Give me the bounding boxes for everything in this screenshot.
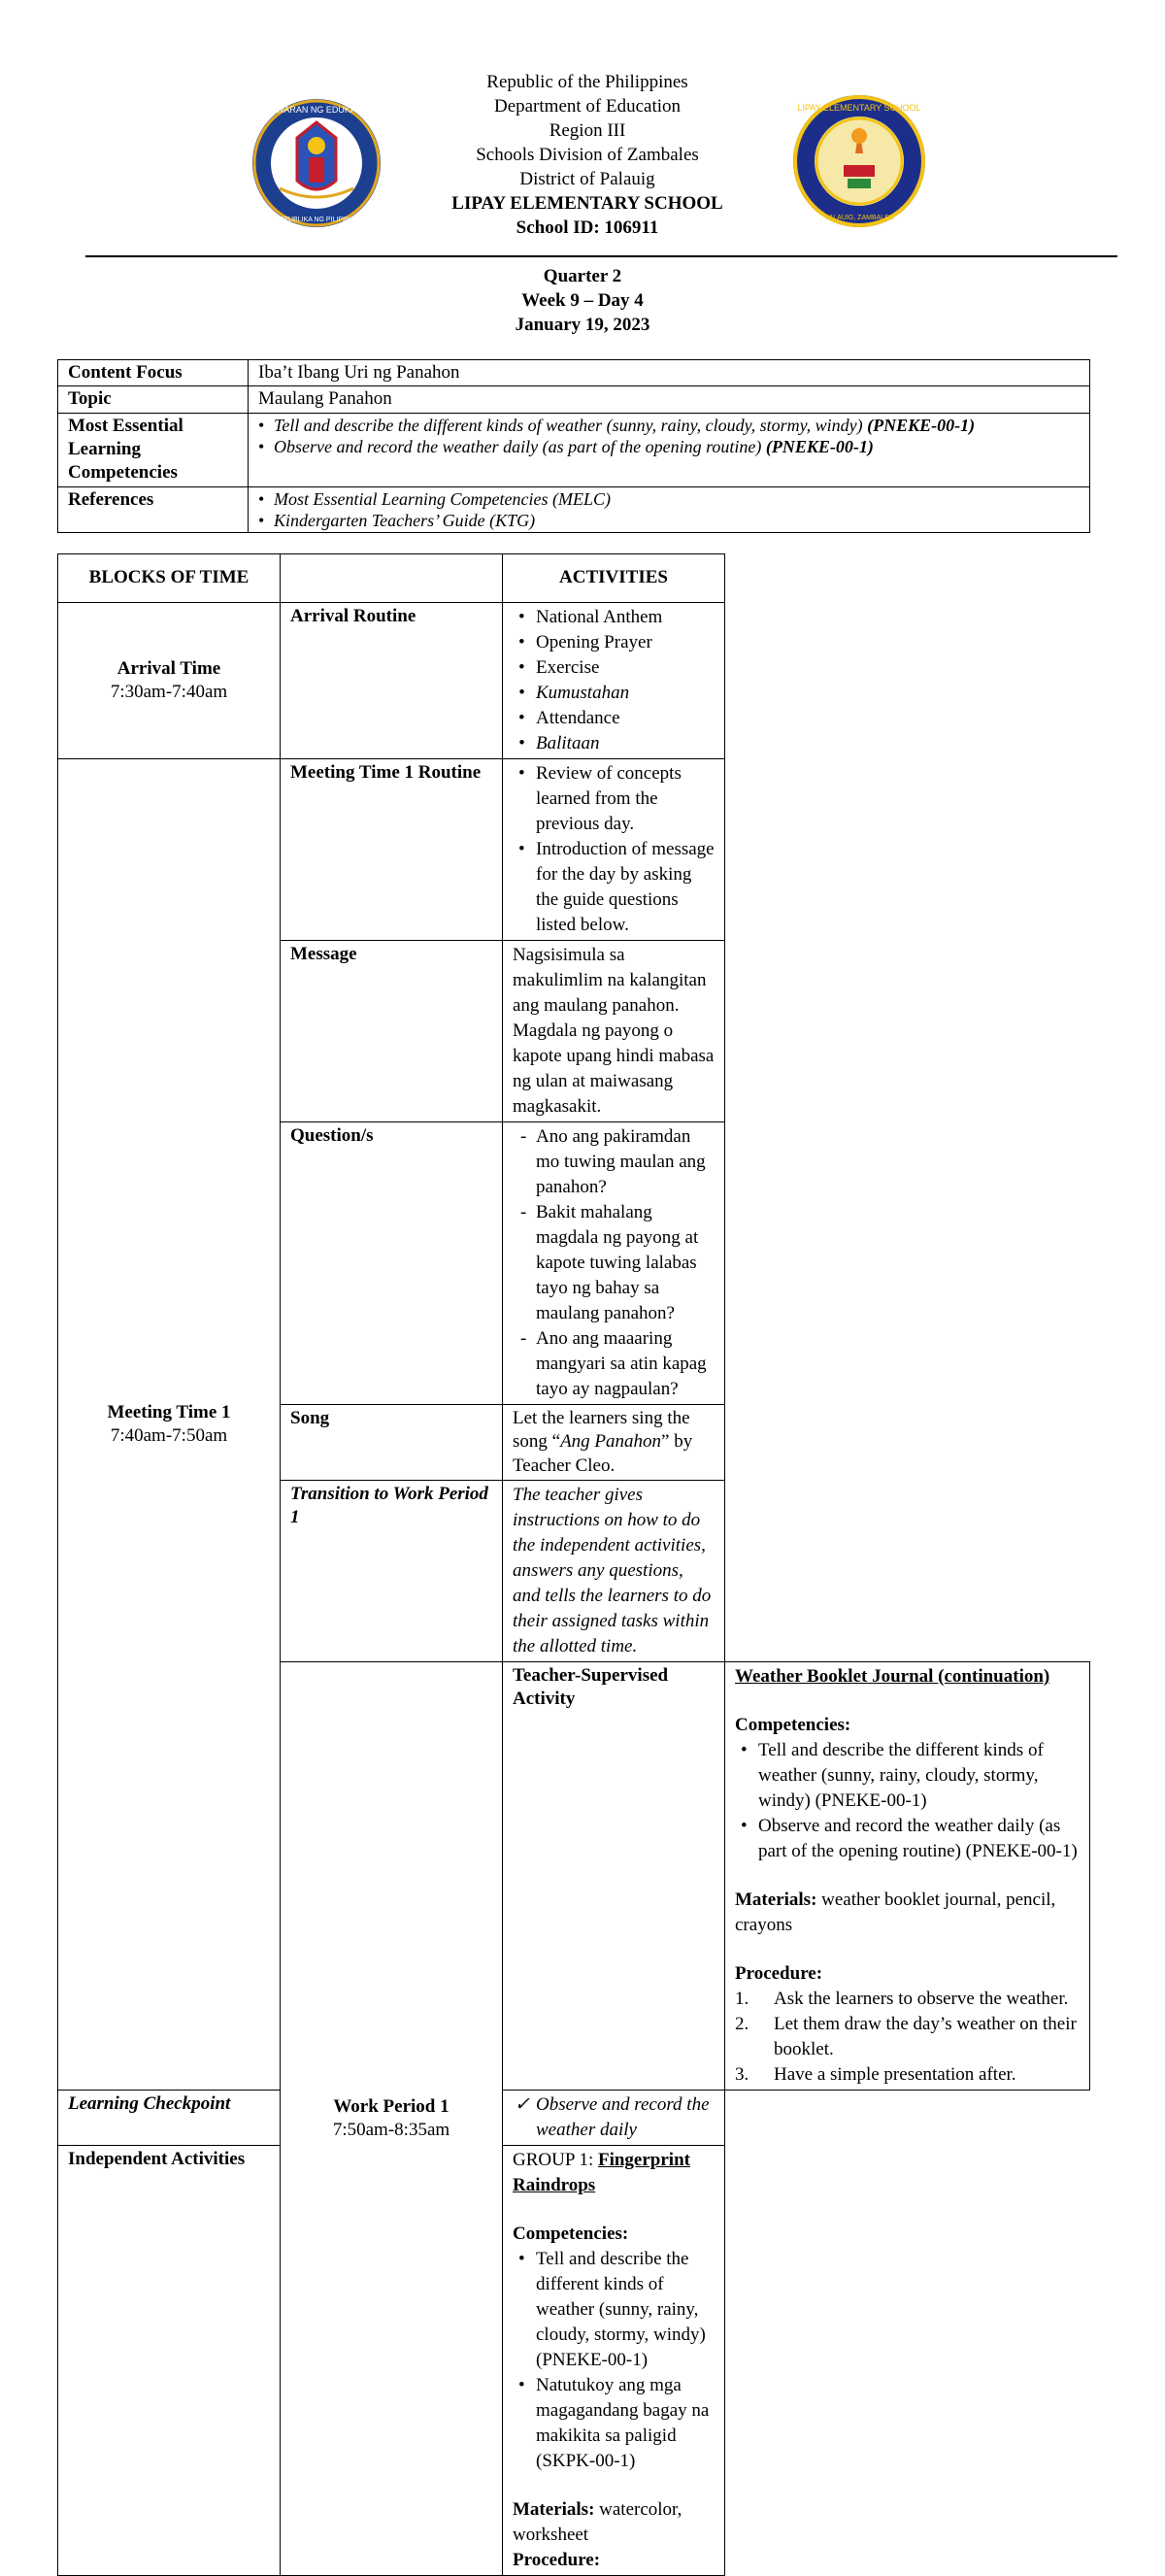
melc-row [58,413,1090,486]
deped-seal-icon [250,97,383,229]
questions-list [503,1122,725,1405]
reference-item [258,510,1080,531]
procedure-label: Procedure: [513,2549,601,2570]
melc-item [258,436,1080,457]
references-label: References [58,486,249,532]
list-item: • Attendance [513,706,715,731]
competencies-label: Competencies: [513,2223,629,2244]
melc-value [249,413,1090,486]
division-line: Schools Division of Zambales [476,145,699,165]
school-id: School ID: 106911 [516,217,659,238]
reference-text: Most Essential Learning Competencies (MELC) [274,488,611,509]
song-title: Ang Panahon [560,1431,662,1453]
song-pre: Let the learners sing the song “ [513,1408,690,1453]
right-seal-text: LIPAY ELEMENTARY SCHOOL [797,103,921,113]
spacer [735,1689,1080,1713]
list-item: • Kumustahan [513,681,715,706]
spacer [735,1864,1080,1888]
blank-header [281,554,503,603]
song-text [503,1405,725,1481]
quarter-label: Quarter 2 [543,266,622,286]
work-time: 7:50am-8:35am [332,2119,450,2140]
message-label: Message [281,941,503,1122]
schedule-table [57,553,1090,2576]
right-seal-bottom: PALAUIG, ZAMBALES [824,215,894,221]
lesson-info-table [57,359,1090,533]
transition-text: The teacher gives instructions on how to do the independent activities, answers any questions, and tells the learners to do their assigned tasks within the allotted time. [503,1480,725,1661]
arrival-row [58,603,1090,759]
list-item: • Exercise [513,655,715,681]
left-seal-text: KAGAWARAN NG EDUKASYON [251,105,382,115]
arrival-routine-label: Arrival Routine [281,603,503,759]
procedure-step: Have a simple presentation after. [774,2063,1016,2085]
procedure-label: Procedure: [735,1962,823,1984]
meeting-routine-list [503,759,725,941]
meeting-routine-row [58,759,1090,941]
spacer [735,1938,1080,1961]
letterhead-text [388,70,786,240]
checkpoint-label: Learning Checkpoint [58,2090,281,2145]
independent-content [503,2145,725,2575]
department-line: Department of Education [493,96,682,117]
arrival-name: Arrival Time [116,657,221,679]
melc-label: Most Essential Learning Competencies [58,413,249,486]
melc-item [258,415,1080,436]
materials-text: watercolor, worksheet [513,2498,682,2545]
group1-title: Fingerprint Raindrops [513,2149,690,2195]
list-item: • Observe and record the weather daily (as part of the opening routine) (PNEKE-00-1) [735,1814,1080,1864]
topic-row [58,386,1090,413]
group1-prefix: GROUP 1: [513,2149,594,2170]
list-item: - Bakit mahalang magdala ng payong at kapote tuwing lalabas tayo ng bahay sa maulang panahon? [513,1200,715,1326]
list-item: • Tell and describe the different kinds of weather (sunny, rainy, cloudy, stormy, windy) (PNEKE-00-1) [513,2247,715,2373]
arrival-time: 7:30am-7:40am [110,682,228,702]
topic-label: Topic [58,386,249,413]
content-focus-value: Iba’t Ibang Uri ng Panahon [249,360,1090,386]
list-item: 1. Ask the learners to observe the weather. [735,1988,1069,2009]
melc-item-text: Observe and record the weather daily (as part of the opening routine) [274,436,762,456]
list-item: • Opening Prayer [513,630,715,655]
group1-materials [513,2497,715,2548]
checkpoint-content [503,2090,725,2145]
work-block [281,1661,503,2575]
list-item: • Introduction of message for the day by asking the guide questions listed below. [513,837,715,938]
list-item: 2. Let them draw the day’s weather on their booklet. [735,2013,1077,2059]
school-name: LIPAY ELEMENTARY SCHOOL [451,193,723,214]
reference-item [258,488,1080,510]
tsa-title: Weather Booklet Journal (continuation) [735,1665,1050,1687]
list-item: - Ano ang maaaring mangyari sa atin kapag tayo ay nagpaulan? [513,1326,715,1402]
week-day-label: Week 9 – Day 4 [521,290,644,311]
meeting-routine-label: Meeting Time 1 Routine [281,759,503,941]
procedure-step: Let them draw the day’s weather on their booklet. [774,2013,1077,2059]
list-item: • Review of concepts learned from the previous day. [513,761,715,837]
activities-header: ACTIVITIES [503,554,725,603]
district-line: District of Palauig [519,169,655,189]
meeting-block [58,759,281,2091]
republic-line: Republic of the Philippines [486,72,688,92]
left-seal-bottom: REPUBLIKA NG PILIPINAS [274,217,359,223]
list-item: • Natutukoy ang mga magagandang bagay na makikita sa paligid (SKPK-00-1) [513,2373,715,2474]
schedule-header-row [58,554,1090,603]
lesson-meta [0,264,1165,337]
list-item: • Tell and describe the different kinds of weather (sunny, rainy, cloudy, stormy, windy) (PNEKE-00-1) [735,1738,1080,1814]
blocks-of-time-header: BLOCKS OF TIME [58,554,281,603]
questions-label: Question/s [281,1122,503,1405]
procedure-step: Ask the learners to observe the weather. [774,1988,1069,2009]
tsa-content [725,1661,1090,2090]
transition-label: Transition to Work Period 1 [281,1480,503,1661]
song-label: Song [281,1405,503,1481]
header-divider [85,255,1117,257]
message-text: Nagsisimula sa makulimlim na kalangitan ang maulang panahon. Magdala ng payong o kapote upang hindi mabasa ng ulan at maiwasang magkasakit. [503,941,725,1122]
list-item: • Balitaan [513,731,715,756]
tsa-label: Teacher-Supervised Activity [503,1661,725,2090]
materials-label: Materials: [735,1889,817,1910]
content-focus-label: Content Focus [58,360,249,386]
references-value [249,486,1090,532]
topic-value: Maulang Panahon [249,386,1090,413]
materials-text: weather booklet journal, pencil, crayons [735,1889,1056,1935]
school-seal-icon [791,93,927,229]
spacer [513,2474,715,2497]
letterhead [0,70,1165,238]
independent-label: Independent Activities [58,2145,281,2575]
region-line: Region III [549,120,626,141]
reference-text: Kindergarten Teachers’ Guide (KTG) [274,510,536,530]
arrival-routine-list [503,603,725,759]
song-post: ” by Teacher Cleo. [513,1431,693,1476]
meeting-time: 7:40am-7:50am [110,1424,228,1446]
date-label: January 19, 2023 [515,315,650,335]
list-item: ✓ Observe and record the weather daily [513,2092,715,2143]
competencies-label: Competencies: [735,1714,851,1735]
spacer [513,2198,715,2222]
content-focus-row [58,360,1090,386]
work-name: Work Period 1 [333,2095,449,2117]
melc-item-text: Tell and describe the different kinds of weather (sunny, rainy, cloudy, stormy, windy) [274,415,863,435]
melc-item-code: (PNEKE-00-1) [867,415,976,435]
group1-heading [513,2148,715,2198]
tsa-materials [735,1888,1080,1938]
list-item: 3. Have a simple presentation after. [735,2063,1016,2085]
checkpoint-row [58,2090,1090,2145]
meeting-name: Meeting Time 1 [107,1401,231,1422]
list-item: - Ano ang pakiramdan mo tuwing maulan ang panahon? [513,1124,715,1200]
materials-label: Materials: [513,2498,595,2520]
independent-row [58,2145,1090,2575]
arrival-block [58,603,281,759]
list-item: • National Anthem [513,605,715,630]
melc-item-code: (PNEKE-00-1) [765,436,874,456]
references-row [58,486,1090,532]
